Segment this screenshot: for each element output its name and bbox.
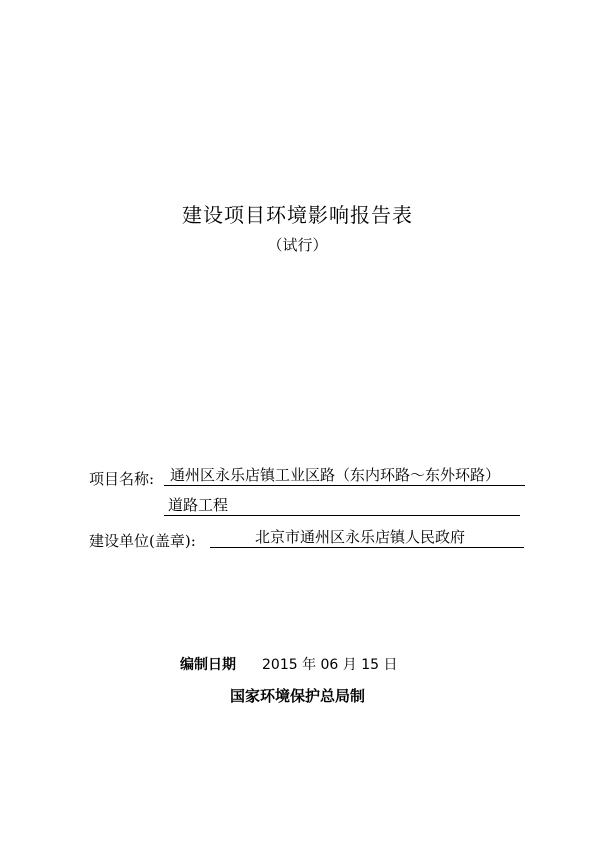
document-subtitle: （试行）: [267, 236, 328, 254]
compile-date-label: 编制日期: [180, 657, 236, 673]
builder-value: 北京市通州区永乐店镇人民政府: [210, 528, 524, 548]
project-name-line1: 通州区永乐店镇工业区路（东内环路～东外环路）: [164, 466, 525, 486]
project-name-line2: 道路工程: [164, 496, 520, 516]
issuing-authority: 国家环境保护总局制: [229, 687, 365, 705]
compile-date-row: [180, 654, 398, 674]
builder-label: 建设单位(盖章):: [89, 532, 196, 550]
document-title: 建设项目环境影响报告表: [182, 203, 413, 227]
compile-date-value: 2015 年 06 月 15 日: [262, 657, 398, 673]
project-name-label: 项目名称:: [89, 470, 155, 488]
